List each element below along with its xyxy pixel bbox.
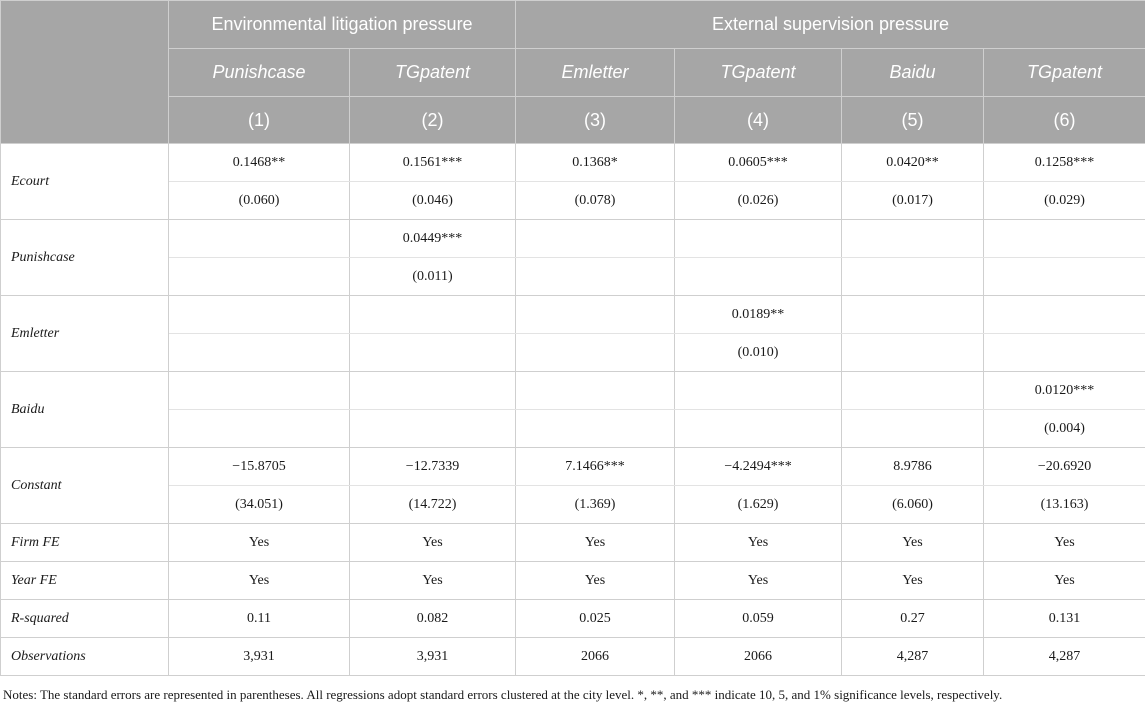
coef-cell: [350, 372, 516, 410]
dep-var-2: TGpatent: [350, 49, 516, 97]
dep-var-4: TGpatent: [675, 49, 842, 97]
table-row: [1, 182, 1145, 220]
table-row: [1, 334, 1145, 372]
row-label-firm-fe: Firm FE: [1, 524, 169, 562]
coef-cell: −4.2494***: [675, 448, 842, 486]
se-cell: (1.629): [675, 486, 842, 524]
se-cell: [350, 410, 516, 448]
coef-cell: 0.0420**: [842, 144, 984, 182]
coef-cell: 0.1468**: [169, 144, 350, 182]
coef-cell: [842, 296, 984, 334]
stat-cell: Yes: [675, 524, 842, 562]
stat-cell: Yes: [516, 524, 675, 562]
row-label-emletter: Emletter: [1, 296, 169, 372]
coef-cell: [169, 220, 350, 258]
se-cell: [675, 258, 842, 296]
coef-cell: [675, 372, 842, 410]
row-label-baidu: Baidu: [1, 372, 169, 448]
coef-cell: [169, 372, 350, 410]
coef-cell: [516, 220, 675, 258]
stat-cell: 0.131: [984, 600, 1145, 638]
stat-cell: Yes: [842, 562, 984, 600]
se-cell: (0.026): [675, 182, 842, 220]
table-body: [1, 144, 1145, 676]
se-cell: (1.369): [516, 486, 675, 524]
coef-cell: 7.1466***: [516, 448, 675, 486]
row-label-r-squared: R-squared: [1, 600, 169, 638]
stat-cell: Yes: [984, 562, 1145, 600]
stat-cell: Yes: [675, 562, 842, 600]
coef-cell: 0.1368*: [516, 144, 675, 182]
stat-cell: 2066: [516, 638, 675, 676]
stat-cell: Yes: [169, 524, 350, 562]
se-cell: [842, 334, 984, 372]
coef-cell: [984, 296, 1145, 334]
coef-cell: [516, 372, 675, 410]
table-row: [1, 144, 1145, 182]
se-cell: [169, 258, 350, 296]
table-row: [1, 486, 1145, 524]
table-row: [1, 524, 1145, 562]
stat-cell: 0.27: [842, 600, 984, 638]
row-label-constant: Constant: [1, 448, 169, 524]
se-cell: (0.011): [350, 258, 516, 296]
coef-cell: 0.0189**: [675, 296, 842, 334]
col-num-6: (6): [984, 97, 1145, 144]
dep-var-3: Emletter: [516, 49, 675, 97]
se-cell: (6.060): [842, 486, 984, 524]
se-cell: [984, 258, 1145, 296]
se-cell: (0.017): [842, 182, 984, 220]
coef-cell: −12.7339: [350, 448, 516, 486]
stat-cell: Yes: [984, 524, 1145, 562]
coef-cell: 8.9786: [842, 448, 984, 486]
dep-var-1: Punishcase: [169, 49, 350, 97]
stat-cell: 0.11: [169, 600, 350, 638]
table-row: [1, 600, 1145, 638]
se-cell: [516, 258, 675, 296]
coef-cell: 0.1258***: [984, 144, 1145, 182]
coef-cell: −20.6920: [984, 448, 1145, 486]
table-row: [1, 296, 1145, 334]
coef-cell: −15.8705: [169, 448, 350, 486]
se-cell: (34.051): [169, 486, 350, 524]
table-row: [1, 638, 1145, 676]
se-cell: (0.046): [350, 182, 516, 220]
se-cell: [169, 334, 350, 372]
stat-cell: Yes: [350, 562, 516, 600]
stat-cell: 4,287: [842, 638, 984, 676]
table-header: [1, 1, 1145, 144]
stat-cell: 4,287: [984, 638, 1145, 676]
se-cell: [842, 410, 984, 448]
coef-cell: 0.1561***: [350, 144, 516, 182]
table-row: [1, 562, 1145, 600]
col-num-1: (1): [169, 97, 350, 144]
dep-var-5: Baidu: [842, 49, 984, 97]
col-num-5: (5): [842, 97, 984, 144]
coef-cell: [169, 296, 350, 334]
stat-cell: 0.082: [350, 600, 516, 638]
row-label-punishcase: Punishcase: [1, 220, 169, 296]
stat-cell: Yes: [169, 562, 350, 600]
stat-cell: 0.025: [516, 600, 675, 638]
stat-cell: Yes: [516, 562, 675, 600]
stat-cell: 0.059: [675, 600, 842, 638]
se-cell: [842, 258, 984, 296]
stat-cell: 3,931: [350, 638, 516, 676]
se-cell: [516, 334, 675, 372]
se-cell: (0.060): [169, 182, 350, 220]
se-cell: (0.010): [675, 334, 842, 372]
col-num-2: (2): [350, 97, 516, 144]
table-row: [1, 372, 1145, 410]
group-header-litigation: Environmental litigation pressure: [169, 1, 516, 49]
coef-cell: [842, 220, 984, 258]
group-header-supervision: External supervision pressure: [516, 1, 1145, 49]
coef-cell: [516, 296, 675, 334]
se-cell: [675, 410, 842, 448]
se-cell: (0.029): [984, 182, 1145, 220]
dep-var-6: TGpatent: [984, 49, 1145, 97]
stat-cell: Yes: [842, 524, 984, 562]
stat-cell: 2066: [675, 638, 842, 676]
table-row: [1, 448, 1145, 486]
se-cell: [516, 410, 675, 448]
coef-cell: [984, 220, 1145, 258]
table-row: [1, 258, 1145, 296]
row-label-year-fe: Year FE: [1, 562, 169, 600]
se-cell: (14.722): [350, 486, 516, 524]
coef-cell: 0.0120***: [984, 372, 1145, 410]
coef-cell: [350, 296, 516, 334]
se-cell: (0.004): [984, 410, 1145, 448]
coef-cell: [842, 372, 984, 410]
se-cell: (13.163): [984, 486, 1145, 524]
header-corner: [1, 1, 169, 144]
stat-cell: 3,931: [169, 638, 350, 676]
stat-cell: Yes: [350, 524, 516, 562]
coef-cell: 0.0449***: [350, 220, 516, 258]
table-row: [1, 410, 1145, 448]
row-label-observations: Observations: [1, 638, 169, 676]
se-cell: (0.078): [516, 182, 675, 220]
se-cell: [350, 334, 516, 372]
se-cell: [169, 410, 350, 448]
col-num-4: (4): [675, 97, 842, 144]
table-row: [1, 220, 1145, 258]
coef-cell: [675, 220, 842, 258]
table-notes: Notes: The standard errors are represented in parentheses. All regressions adopt standard errors clustered at the city level. *, **, and *** indicate 10, 5, and 1% significance levels, respectively.: [3, 687, 1003, 702]
se-cell: [984, 334, 1145, 372]
coef-cell: 0.0605***: [675, 144, 842, 182]
row-label-ecourt: Ecourt: [1, 144, 169, 220]
col-num-3: (3): [516, 97, 675, 144]
